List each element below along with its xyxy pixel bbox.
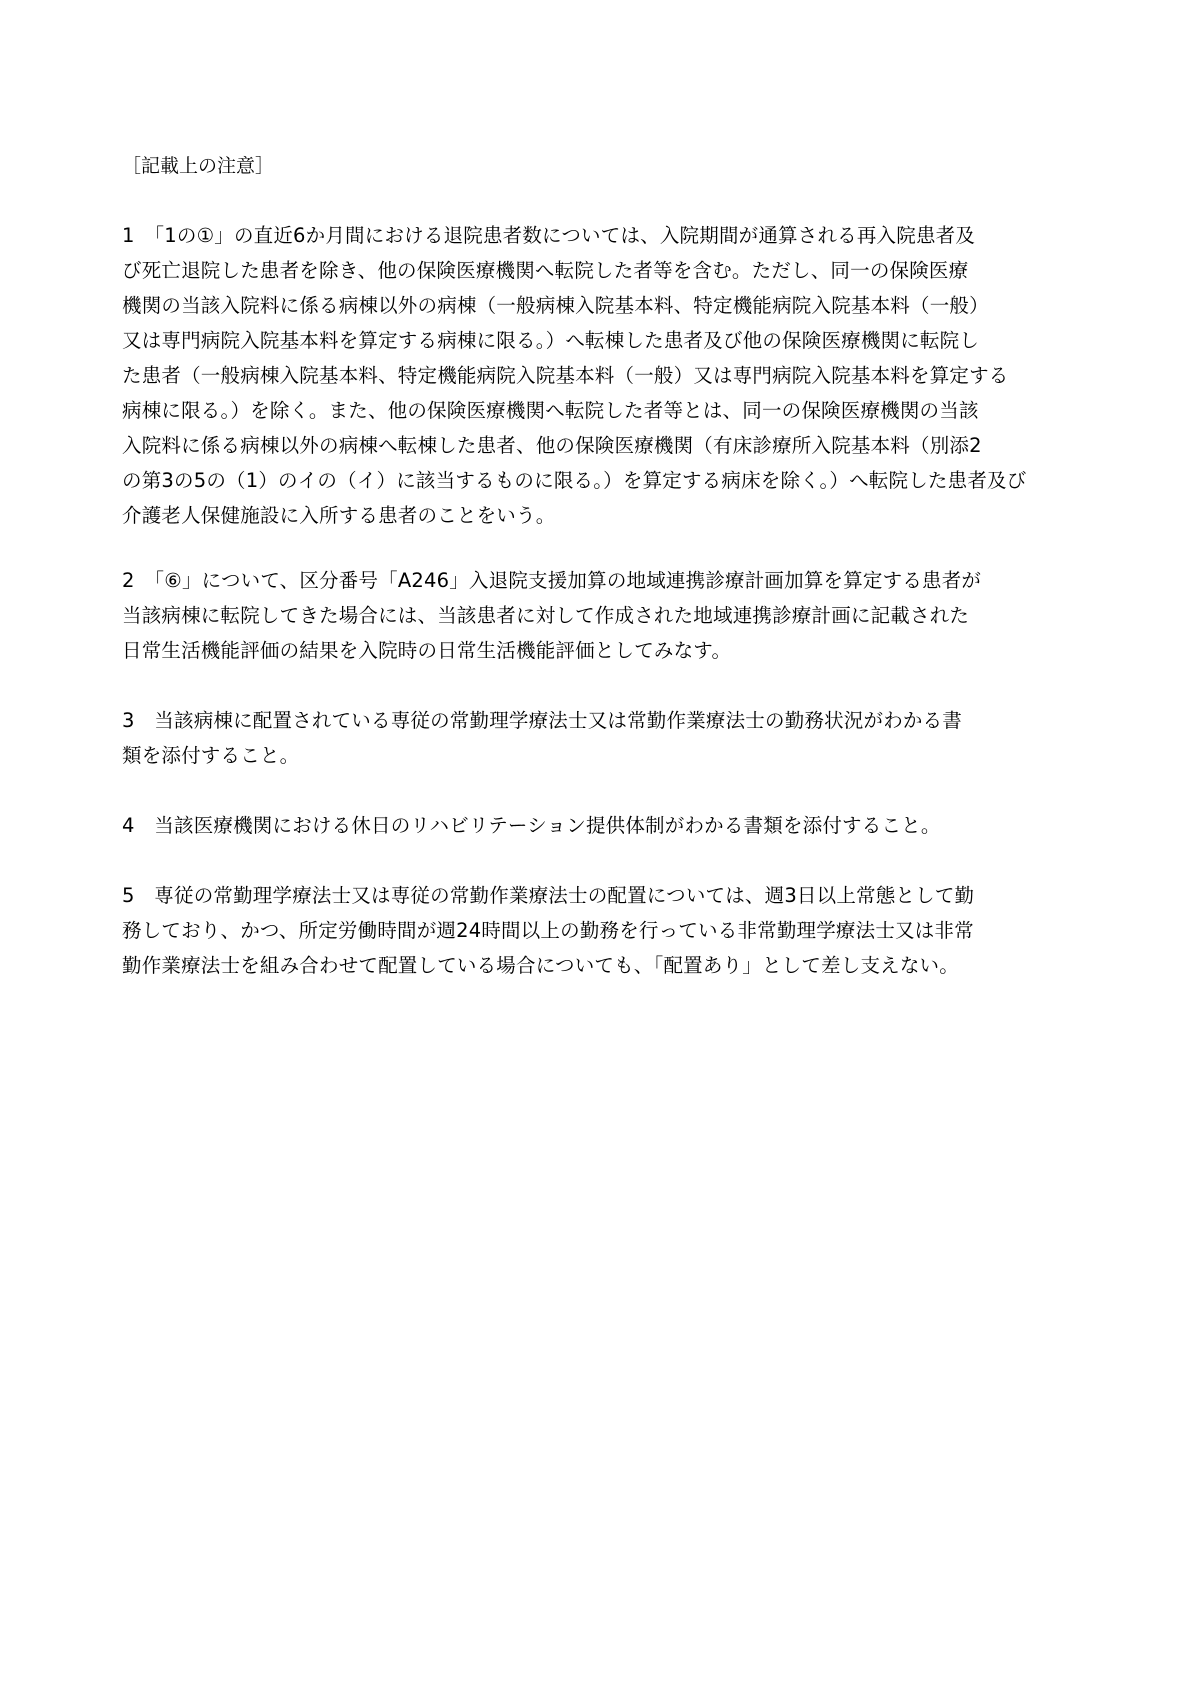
- note-line: 勤作業療法士を組み合わせて配置している場合についても、「配置あり」として差し支えない。: [122, 954, 959, 977]
- note-item-4: [122, 808, 1062, 843]
- note-line: 2 「⑥」について、区分番号「A246」入退院支援加算の地域連携診療計画加算を算定する患者が: [122, 569, 982, 592]
- note-item-5: [122, 878, 1062, 983]
- note-line: の第3の5の（1）のイの（イ）に該当するものに限る。）を算定する病床を除く。）へ転院した患者及び: [122, 469, 1027, 492]
- note-line: び死亡退院した患者を除き、他の保険医療機関へ転院した者等を含む。ただし、同一の保険医療: [122, 259, 969, 282]
- note-line: 3 当該病棟に配置されている専従の常勤理学療法士又は常勤作業療法士の勤務状況がわかる書: [122, 709, 963, 732]
- note-line: 病棟に限る。）を除く。また、他の保険医療機関へ転院した者等とは、同一の保険医療機関の当該: [122, 399, 979, 422]
- note-line: 機関の当該入院料に係る病棟以外の病棟（一般病棟入院基本料、特定機能病院入院基本料（一般）: [122, 294, 989, 317]
- note-line: 4 当該医療機関における休日のリハビリテーション提供体制がわかる書類を添付すること。: [122, 814, 941, 837]
- note-line: た患者（一般病棟入院基本料、特定機能病院入院基本料（一般）又は専門病院入院基本料を算定する: [122, 364, 1009, 387]
- note-line: 5 専従の常勤理学療法士又は専従の常勤作業療法士の配置については、週3日以上常態として勤: [122, 884, 975, 907]
- note-item-1: [122, 218, 1062, 533]
- note-line: 介護老人保健施設に入所する患者のことをいう。: [122, 504, 556, 527]
- note-line: 入院料に係る病棟以外の病棟へ転棟した患者、他の保険医療機関（有床診療所入院基本料（別添2: [122, 434, 982, 457]
- note-item-3: [122, 703, 1062, 773]
- note-line: 務しており、かつ、所定労働時間が週24時間以上の勤務を行っている非常勤理学療法士又は非常: [122, 919, 974, 942]
- note-line: 1 「1の①」の直近6か月間における退院患者数については、入院期間が通算される再入院患者及: [122, 224, 976, 247]
- note-line: 日常生活機能評価の結果を入院時の日常生活機能評価としてみなす。: [122, 639, 732, 662]
- note-item-2: [122, 563, 1062, 668]
- section-heading: ［記載上の注意］: [122, 155, 275, 177]
- note-line: 又は専門病院入院基本料を算定する病棟に限る。）へ転棟した患者及び他の保険医療機関に転院し: [122, 329, 980, 352]
- note-line: 類を添付すること。: [122, 744, 300, 767]
- note-line: 当該病棟に転院してきた場合には、当該患者に対して作成された地域連携診療計画に記載された: [122, 604, 970, 627]
